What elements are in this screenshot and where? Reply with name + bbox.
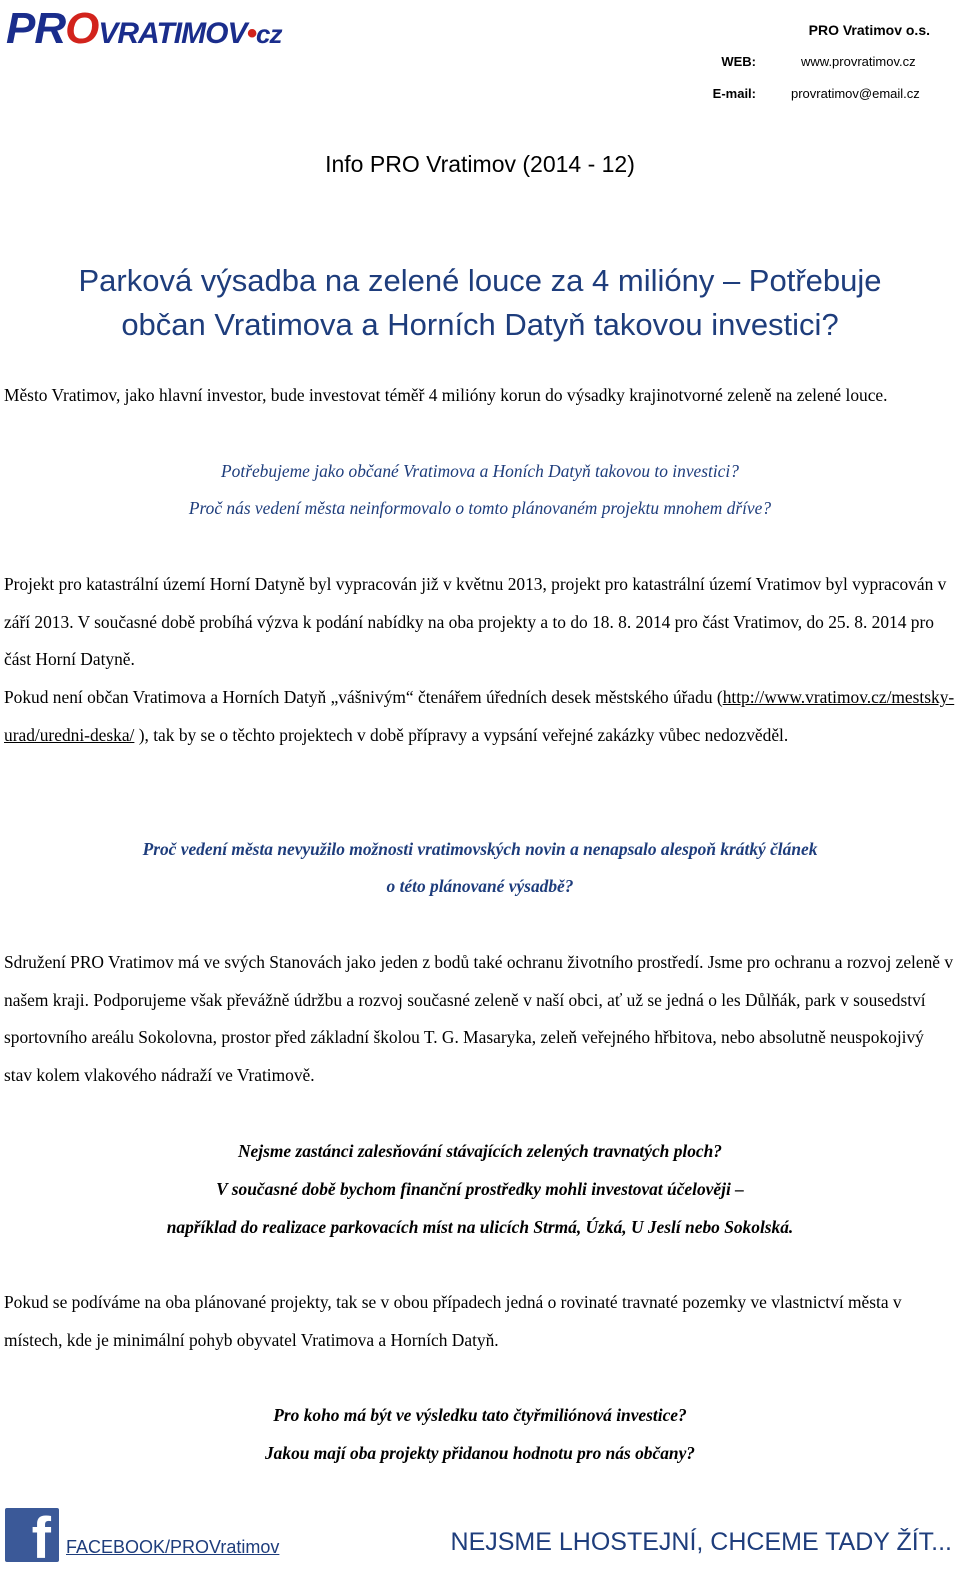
facebook-icon[interactable]: f [5, 1508, 59, 1562]
closing-question-2: Jakou mají oba projekty přidanou hodnotu pro nás občany? [264, 1443, 695, 1463]
intro-question-2: Proč nás vedení města neinformovalo o tomto plánovaném projektu mnohem dříve? [188, 498, 772, 518]
web-label: WEB: [721, 54, 756, 69]
intro-paragraph: Město Vratimov, jako hlavní investor, bude investovat téměř 4 milióny korun do výsadky krajinotvorné zeleně na zelené louce. [4, 385, 888, 405]
email-link[interactable]: provratimov@email.cz [791, 86, 920, 101]
stance-line-3: například do realizace parkovacích míst na ulicích Strmá, Úzká, U Jeslí nebo Sokolská. [166, 1217, 794, 1237]
closing-question-1: Pro koho má být ve výsledku tato čtyřmiliónová investice? [273, 1405, 687, 1425]
headline [0, 259, 960, 347]
intro-question-1: Potřebujeme jako občané Vratimova a Honích Datyň takovou to investici? [221, 461, 739, 481]
headline-line-2: občan Vratimova a Horních Datyň takovou investici? [121, 307, 839, 342]
stance-line-2: V současné době bychom finanční prostředky mohli investovat účelověji – [216, 1179, 744, 1199]
observation-paragraph: Pokud se podíváme na oba plánované projekty, tak se v obou případech jedná o rovinaté travnaté pozemky ve vlastnictví města v místech, kde je minimální pohyb obyvatel Vratimova a Horních Datyň. [4, 1292, 902, 1350]
web-link[interactable]: www.provratimov.cz [801, 54, 916, 69]
headline-line-1: Parková výsadba na zelené louce za 4 milióny – Potřebuje [78, 263, 882, 298]
document-title: Info PRO Vratimov (2014 - 12) [325, 151, 635, 177]
stance-line-1: Nejsme zastánci zalesňování stávajících zelených travnatých ploch? [237, 1141, 723, 1161]
notice-board-link[interactable]: http://www.vratimov.cz/mestsky-urad/uredni-deska/ [4, 687, 955, 745]
org-name: PRO Vratimov o.s. [808, 22, 930, 38]
association-paragraph: Sdružení PRO Vratimov má ve svých Stanovách jako jeden z bodů také ochranu životního prostředí. Jsme pro ochranu a rozvoj zeleně v našem kraji. Podporujeme však převážně údržbu a rozvoj současné zeleně v naší obci, ať už se jedná o les Důlňák, park v sousedství sportovního areálu Sokolovna, prostor před základní školou T. G. Masaryka, zeleň veřejného hřbitova, nebo absolutně neuspokojivý stav kolem vlakového nádraží ve Vratimově. [4, 952, 954, 1085]
email-label: E-mail: [712, 86, 756, 101]
footer-slogan: NEJSME LHOSTEJNÍ, CHCEME TADY ŽÍT... [450, 1528, 952, 1556]
facebook-link[interactable]: FACEBOOK/PROVratimov [66, 1537, 280, 1557]
provratimov-logo: PROVRATIMOV•cz [6, 4, 282, 53]
project-paragraph: Projekt pro katastrální území Horní Datyně byl vypracován již v květnu 2013, projekt pro katastrální území Vratimov byl vypracován v září 2013. V současné době probíhá výzva k podání nabídky na oba projekty a to do 18. 8. 2014 pro část Vratimov, do 25. 8. 2014 pro část Horní Datyně. [4, 574, 947, 669]
media-question-line-1: Proč vedení města nevyužilo možnosti vratimovských novin a nenapsalo alespoň krátký článek [142, 839, 818, 859]
notice-board-paragraph: Pokud není občan Vratimova a Horních Datyň „vášnivým“ čtenářem úředních desek městského úřadu (http://www.vratimov.cz/mestsky-urad/uredni-deska/ ), tak by se o těchto projektech v době přípravy a vypsání veřejné zakázky vůbec nedozvěděl. [4, 687, 955, 745]
media-question-line-2: o této plánované výsadbě? [386, 876, 574, 896]
